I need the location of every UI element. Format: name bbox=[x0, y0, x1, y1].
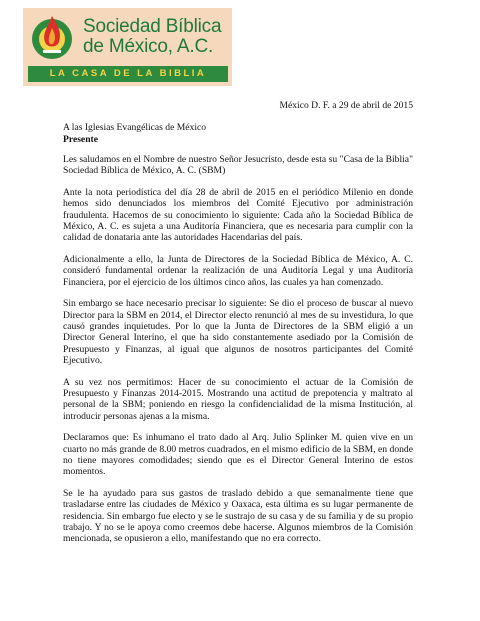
paragraph-news-note: Ante la nota periodística del día 28 de abril de 2015 en el periódico Milenio en donde hemos sido denunciados los miembros del Comité Ejecutivo por administración fraudulenta. Hacemos de su conocimiento lo siguiente: Cada año la Sociedad Bíblica de México, A. C. es sujeta a una Auditoría Financiera, que es necesaria para cumplir con la calidad de donataria ante las autoridades Hacendarias del país. bbox=[63, 187, 413, 244]
letter-body bbox=[63, 154, 413, 555]
recipient-line: A las Iglesias Evangélicas de México bbox=[63, 122, 207, 133]
organization-name-line2: de México, A.C. bbox=[83, 36, 214, 57]
organization-name-line1: Sociedad Bíblica bbox=[83, 16, 222, 37]
recipient-block bbox=[63, 122, 206, 145]
letter-date: México D. F. a 29 de abril de 2015 bbox=[279, 100, 413, 111]
paragraph-greeting: Les saludamos en el Nombre de nuestro Señor Jesucristo, desde esta su "Casa de la Biblia" Sociedad Bíblica de México, A. C. (SBM) bbox=[63, 154, 413, 177]
organization-logo bbox=[23, 8, 232, 86]
paragraph-commission: A su vez nos permitimos: Hacer de su conocimiento el actuar de la Comisión de Presupuesto y Finanzas 2014-2015. Mostrando una actitud de prepotencia y maltrato al personal de la SBM; poniendo en riesgo la confidencialidad de la misma Institución, al introducir personas ajenas a la misma. bbox=[63, 376, 413, 422]
paragraph-director: Sin embargo se hace necesario precisar lo siguiente: Se dio el proceso de buscar al nuevo Director para la SBM en 2014, el Director electo renunció al mes de su investidura, lo que causó grandes inquietudes. Por lo que la Junta de Directores de la SBM eligió a un Director General Interino, el que ha sido constantemente asediado por la Comisión de Presupuesto y Finanzas, al igual que algunos de nosotros participantes del Comité Ejecutivo. bbox=[63, 298, 413, 366]
recipient-suffix: Presente bbox=[63, 133, 98, 145]
organization-name bbox=[83, 17, 221, 57]
flame-emblem-icon bbox=[29, 12, 75, 60]
paragraph-travel: Se le ha ayudado para sus gastos de traslado debido a que semanalmente tiene que trasladarse entre las ciudades de México y Oaxaca, esta última es su lugar permanente de residencia. Sin embargo fue electo y se le sustrajo de su casa y de su familia y de su propio trabajo. Y no se le apoya como creemos debe hacerse. Algunos miembros de la Comisión mencionada, se opusieron a ello, manifestando que no era correcto. bbox=[63, 488, 413, 545]
organization-tagline: LA CASA DE LA BIBLIA bbox=[28, 66, 228, 82]
paragraph-declaration: Declaramos que: Es inhumano el trato dado al Arq. Julio Splinker M. quien vive en un cuarto no más grande de 8.00 metros cuadrados, en el mismo edificio de la SBM, en donde no tiene mayores comodidades; siendo que es el Director General Interino de estos momentos. bbox=[63, 432, 413, 478]
paragraph-audits: Adicionalmente a ello, la Junta de Directores de la Sociedad Bíblica de México, A. C. consideró fundamental ordenar la realización de una Auditoría Legal y una Auditoría Financiera, por el ejercicio de los últimos cinco años, las cuales ya han comenzado. bbox=[63, 254, 413, 288]
